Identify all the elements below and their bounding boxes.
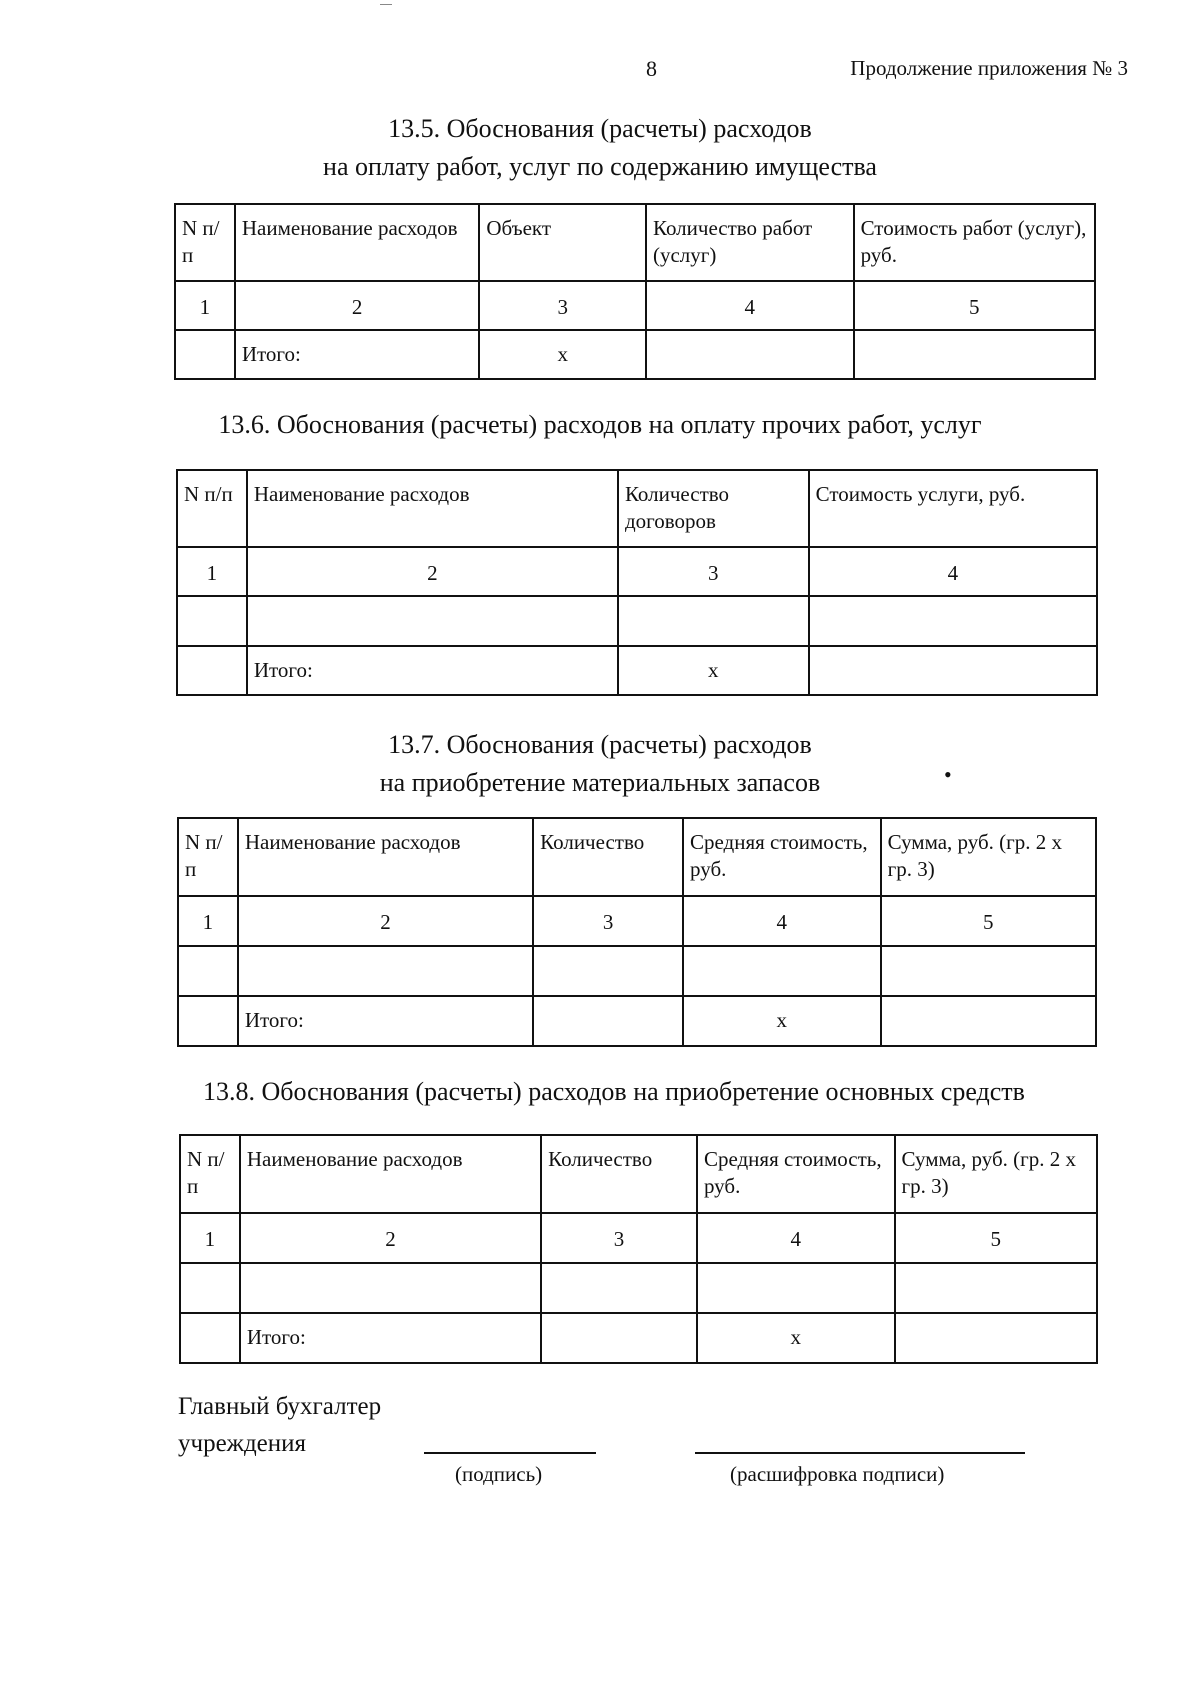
title-line: 13.5. Обоснования (расчеты) расходов (388, 114, 812, 143)
col-number: 2 (240, 1213, 541, 1263)
empty-cell (175, 330, 235, 379)
col-number: 3 (533, 896, 683, 946)
total-row (177, 646, 1097, 695)
table-header-row (180, 1135, 1097, 1213)
col-number: 3 (618, 547, 809, 596)
column-numbers-row (177, 547, 1097, 596)
empty-cell (809, 596, 1097, 646)
col-number: 1 (178, 896, 238, 946)
col-header: Стоимость работ (услуг), руб. (854, 204, 1095, 281)
total-row (178, 996, 1096, 1046)
signatory-title (178, 1388, 381, 1462)
col-number: 1 (180, 1213, 240, 1263)
col-header: N п/п (175, 204, 235, 281)
col-number: 5 (854, 281, 1095, 330)
total-x-mark: x (683, 996, 881, 1046)
signatory-title-line: учреждения (178, 1430, 307, 1457)
empty-cell (881, 996, 1096, 1046)
col-number: 4 (809, 547, 1097, 596)
col-number: 3 (479, 281, 646, 330)
scan-speck (380, 4, 392, 5)
empty-cell (238, 946, 533, 996)
signature-line (424, 1452, 596, 1454)
empty-cell (854, 330, 1095, 379)
col-header: N п/п (177, 470, 247, 547)
empty-cell (240, 1263, 541, 1313)
table-header-row (175, 204, 1095, 281)
empty-cell (881, 946, 1096, 996)
name-line (695, 1452, 1025, 1454)
section-13-7-title (0, 726, 1200, 802)
empty-cell (618, 596, 809, 646)
col-number: 5 (881, 896, 1096, 946)
table-13-8 (179, 1134, 1098, 1364)
table-13-5 (174, 203, 1096, 380)
total-label: Итого: (238, 996, 533, 1046)
table-13-7 (177, 817, 1097, 1047)
col-header: N п/п (180, 1135, 240, 1213)
col-header: Сумма, руб. (гр. 2 x гр. 3) (895, 1135, 1097, 1213)
col-number: 4 (697, 1213, 895, 1263)
col-header: N п/п (178, 818, 238, 896)
empty-cell (177, 646, 247, 695)
col-number: 1 (177, 547, 247, 596)
col-header: Наименование расходов (247, 470, 618, 547)
total-row (175, 330, 1095, 379)
total-x-mark: x (618, 646, 809, 695)
col-number: 2 (238, 896, 533, 946)
section-13-8-title: 13.8. Обоснования (расчеты) расходов на приобретение основных средств (203, 1077, 1025, 1106)
total-x-mark: x (697, 1313, 895, 1363)
empty-row (178, 946, 1096, 996)
empty-cell (809, 646, 1097, 695)
empty-cell (697, 1263, 895, 1313)
empty-cell (533, 946, 683, 996)
scan-dot: • (944, 762, 952, 787)
col-number: 2 (235, 281, 480, 330)
empty-cell (178, 996, 238, 1046)
empty-cell (533, 996, 683, 1046)
col-header: Сумма, руб. (гр. 2 x гр. 3) (881, 818, 1096, 896)
col-header: Наименование расходов (235, 204, 480, 281)
table-header-row (177, 470, 1097, 547)
appendix-label: Продолжение приложения № 3 (850, 56, 1128, 80)
section-13-6-title: 13.6. Обоснования (расчеты) расходов на оплату прочих работ, услуг (218, 410, 982, 439)
empty-row (177, 596, 1097, 646)
empty-cell (895, 1313, 1097, 1363)
col-header: Количество договоров (618, 470, 809, 547)
empty-cell (178, 946, 238, 996)
empty-cell (247, 596, 618, 646)
signature-caption: (подпись) (455, 1462, 543, 1486)
col-header: Объект (479, 204, 646, 281)
section-13-5-title (0, 110, 1200, 186)
total-row (180, 1313, 1097, 1363)
empty-cell (180, 1313, 240, 1363)
total-x-mark: x (479, 330, 646, 379)
title-line: 13.7. Обоснования (расчеты) расходов (388, 730, 812, 759)
col-number: 1 (175, 281, 235, 330)
col-number: 5 (895, 1213, 1097, 1263)
empty-cell (895, 1263, 1097, 1313)
column-numbers-row (178, 896, 1096, 946)
column-numbers-row (175, 281, 1095, 330)
col-number: 2 (247, 547, 618, 596)
col-header: Наименование расходов (238, 818, 533, 896)
empty-cell (180, 1263, 240, 1313)
title-line: на оплату работ, услуг по содержанию имущества (323, 152, 877, 181)
page-number: 8 (646, 56, 657, 81)
col-header: Количество (533, 818, 683, 896)
col-number: 4 (646, 281, 854, 330)
signatory-title-line: Главный бухгалтер (178, 1393, 382, 1420)
column-numbers-row (180, 1213, 1097, 1263)
total-label: Итого: (247, 646, 618, 695)
col-header: Количество работ (услуг) (646, 204, 854, 281)
empty-row (180, 1263, 1097, 1313)
table-13-6 (176, 469, 1098, 696)
table-header-row (178, 818, 1096, 896)
empty-cell (541, 1313, 697, 1363)
col-header: Количество (541, 1135, 697, 1213)
empty-cell (177, 596, 247, 646)
col-header: Наименование расходов (240, 1135, 541, 1213)
empty-cell (646, 330, 854, 379)
total-label: Итого: (235, 330, 480, 379)
total-label: Итого: (240, 1313, 541, 1363)
col-header: Средняя стоимость, руб. (683, 818, 881, 896)
empty-cell (683, 946, 881, 996)
empty-cell (541, 1263, 697, 1313)
col-header: Средняя стоимость, руб. (697, 1135, 895, 1213)
col-number: 3 (541, 1213, 697, 1263)
name-caption: (расшифровка подписи) (730, 1462, 945, 1486)
title-line: на приобретение материальных запасов (379, 768, 821, 797)
col-number: 4 (683, 896, 881, 946)
col-header: Стоимость услуги, руб. (809, 470, 1097, 547)
